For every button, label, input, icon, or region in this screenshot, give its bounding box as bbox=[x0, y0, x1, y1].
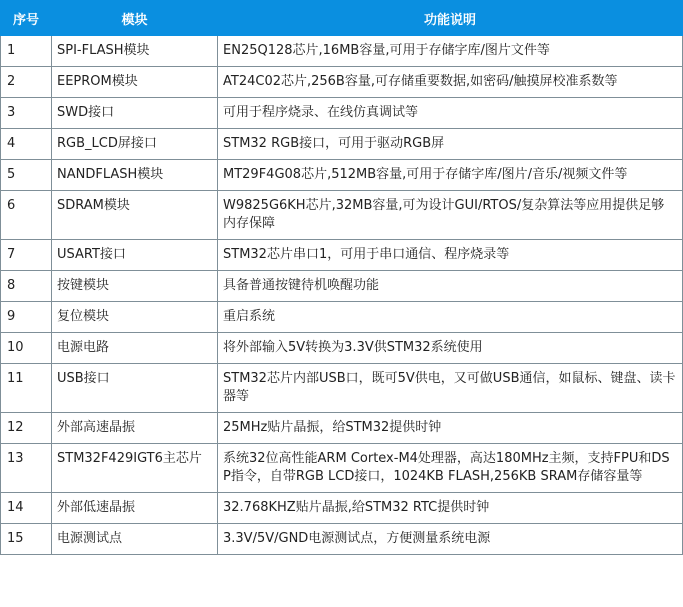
row-index: 8 bbox=[1, 271, 52, 302]
row-module: 外部低速晶振 bbox=[52, 493, 218, 524]
row-description: STM32芯片串口1，可用于串口通信、程序烧录等 bbox=[218, 240, 683, 271]
row-description: AT24C02芯片,256B容量,可存储重要数据,如密码/触摸屏校准系数等 bbox=[218, 67, 683, 98]
table-row bbox=[1, 67, 683, 98]
table-header-row bbox=[1, 1, 683, 36]
table-row bbox=[1, 160, 683, 191]
row-module: SDRAM模块 bbox=[52, 191, 218, 240]
row-description: 3.3V/5V/GND电源测试点，方便测量系统电源 bbox=[218, 524, 683, 555]
table-row bbox=[1, 444, 683, 493]
row-index: 11 bbox=[1, 364, 52, 413]
header-module: 模块 bbox=[52, 1, 218, 36]
row-index: 12 bbox=[1, 413, 52, 444]
row-description: 系统32位高性能ARM Cortex-M4处理器，高达180MHz主频，支持FPU和DSP指令，自带RGB LCD接口，1024KB FLASH,256KB SRAM存储容量等 bbox=[218, 444, 683, 493]
table-row bbox=[1, 36, 683, 67]
row-description: EN25Q128芯片,16MB容量,可用于存储字库/图片文件等 bbox=[218, 36, 683, 67]
row-module: 电源测试点 bbox=[52, 524, 218, 555]
table-row bbox=[1, 364, 683, 413]
row-module: EEPROM模块 bbox=[52, 67, 218, 98]
header-description: 功能说明 bbox=[218, 1, 683, 36]
row-module: USART接口 bbox=[52, 240, 218, 271]
row-description: 可用于程序烧录、在线仿真调试等 bbox=[218, 98, 683, 129]
row-index: 7 bbox=[1, 240, 52, 271]
row-module: 外部高速晶振 bbox=[52, 413, 218, 444]
row-module: RGB_LCD屏接口 bbox=[52, 129, 218, 160]
table-row bbox=[1, 524, 683, 555]
header-index: 序号 bbox=[1, 1, 52, 36]
table-row bbox=[1, 493, 683, 524]
row-description: 25MHz贴片晶振，给STM32提供时钟 bbox=[218, 413, 683, 444]
row-description: MT29F4G08芯片,512MB容量,可用于存储字库/图片/音乐/视频文件等 bbox=[218, 160, 683, 191]
row-module: USB接口 bbox=[52, 364, 218, 413]
row-description: W9825G6KH芯片,32MB容量,可为设计GUI/RTOS/复杂算法等应用提供足够内存保障 bbox=[218, 191, 683, 240]
row-module: SPI-FLASH模块 bbox=[52, 36, 218, 67]
row-module: NANDFLASH模块 bbox=[52, 160, 218, 191]
row-description: 重启系统 bbox=[218, 302, 683, 333]
row-index: 15 bbox=[1, 524, 52, 555]
row-module: SWD接口 bbox=[52, 98, 218, 129]
row-index: 4 bbox=[1, 129, 52, 160]
row-module: 按键模块 bbox=[52, 271, 218, 302]
row-index: 13 bbox=[1, 444, 52, 493]
table-row bbox=[1, 191, 683, 240]
row-index: 3 bbox=[1, 98, 52, 129]
row-index: 5 bbox=[1, 160, 52, 191]
row-index: 9 bbox=[1, 302, 52, 333]
table-row bbox=[1, 413, 683, 444]
row-module: 复位模块 bbox=[52, 302, 218, 333]
table-row bbox=[1, 129, 683, 160]
row-index: 1 bbox=[1, 36, 52, 67]
table-row bbox=[1, 271, 683, 302]
table-row bbox=[1, 98, 683, 129]
row-description: 32.768KHZ贴片晶振,给STM32 RTC提供时钟 bbox=[218, 493, 683, 524]
row-description: STM32芯片内部USB口，既可5V供电，又可做USB通信，如鼠标、键盘、读卡器等 bbox=[218, 364, 683, 413]
row-index: 14 bbox=[1, 493, 52, 524]
row-index: 2 bbox=[1, 67, 52, 98]
table-row bbox=[1, 333, 683, 364]
row-description: 具备普通按键待机唤醒功能 bbox=[218, 271, 683, 302]
row-description: STM32 RGB接口，可用于驱动RGB屏 bbox=[218, 129, 683, 160]
row-index: 6 bbox=[1, 191, 52, 240]
row-description: 将外部输入5V转换为3.3V供STM32系统使用 bbox=[218, 333, 683, 364]
table-row bbox=[1, 240, 683, 271]
table-row bbox=[1, 302, 683, 333]
row-module: 电源电路 bbox=[52, 333, 218, 364]
row-index: 10 bbox=[1, 333, 52, 364]
row-module: STM32F429IGT6主芯片 bbox=[52, 444, 218, 493]
